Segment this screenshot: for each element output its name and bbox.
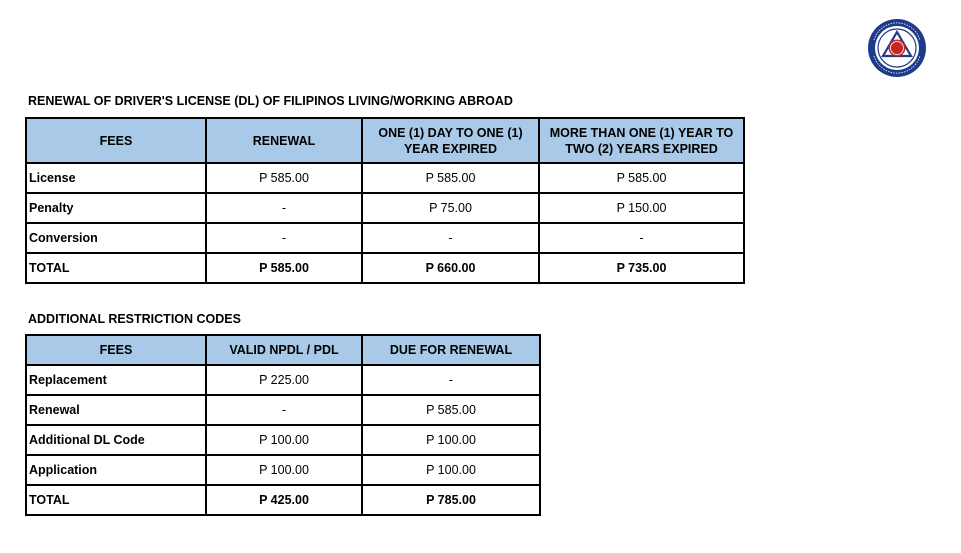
table-header-row [26, 118, 744, 163]
row-label: Application [26, 455, 206, 485]
total-value: P 735.00 [539, 253, 744, 283]
cell-value: P 100.00 [206, 425, 362, 455]
total-row [26, 253, 744, 283]
row-label: Conversion [26, 223, 206, 253]
cell-value: P 585.00 [362, 395, 540, 425]
table-header-row [26, 335, 540, 365]
column-header-valid-npdl: VALID NPDL / PDL [206, 335, 362, 365]
cell-value: P 100.00 [362, 455, 540, 485]
cell-value: - [362, 365, 540, 395]
cell-value: - [539, 223, 744, 253]
row-label: Additional DL Code [26, 425, 206, 455]
table-row [26, 365, 540, 395]
renewal-fees-table [25, 117, 745, 284]
table-row [26, 455, 540, 485]
column-header-fees: FEES [26, 118, 206, 163]
cell-value: P 100.00 [206, 455, 362, 485]
row-label: TOTAL [26, 253, 206, 283]
row-label: License [26, 163, 206, 193]
column-header-renewal: RENEWAL [206, 118, 362, 163]
column-header-one-year-expired: ONE (1) DAY TO ONE (1) YEAR EXPIRED [362, 118, 539, 163]
cell-value: P 75.00 [362, 193, 539, 223]
cell-value: P 225.00 [206, 365, 362, 395]
column-header-fees: FEES [26, 335, 206, 365]
row-label: Penalty [26, 193, 206, 223]
cell-value: P 585.00 [362, 163, 539, 193]
total-row [26, 485, 540, 515]
table-row [26, 425, 540, 455]
restriction-section-title: ADDITIONAL RESTRICTION CODES [28, 312, 241, 326]
cell-value: P 150.00 [539, 193, 744, 223]
renewal-section-title: RENEWAL OF DRIVER'S LICENSE (DL) OF FILIPINOS LIVING/WORKING ABROAD [28, 94, 513, 108]
total-value: P 425.00 [206, 485, 362, 515]
cell-value: - [362, 223, 539, 253]
row-label: Replacement [26, 365, 206, 395]
table-row [26, 223, 744, 253]
table-row [26, 163, 744, 193]
cell-value: P 100.00 [362, 425, 540, 455]
column-header-due-for-renewal: DUE FOR RENEWAL [362, 335, 540, 365]
cell-value: - [206, 193, 362, 223]
total-value: P 585.00 [206, 253, 362, 283]
cell-value: - [206, 223, 362, 253]
lto-seal-logo [864, 18, 930, 78]
cell-value: P 585.00 [206, 163, 362, 193]
table-row [26, 193, 744, 223]
row-label: Renewal [26, 395, 206, 425]
row-label: TOTAL [26, 485, 206, 515]
restriction-codes-table [25, 334, 541, 516]
total-value: P 660.00 [362, 253, 539, 283]
table-row [26, 395, 540, 425]
total-value: P 785.00 [362, 485, 540, 515]
column-header-two-years-expired: MORE THAN ONE (1) YEAR TO TWO (2) YEARS EXPIRED [539, 118, 744, 163]
cell-value: - [206, 395, 362, 425]
cell-value: P 585.00 [539, 163, 744, 193]
